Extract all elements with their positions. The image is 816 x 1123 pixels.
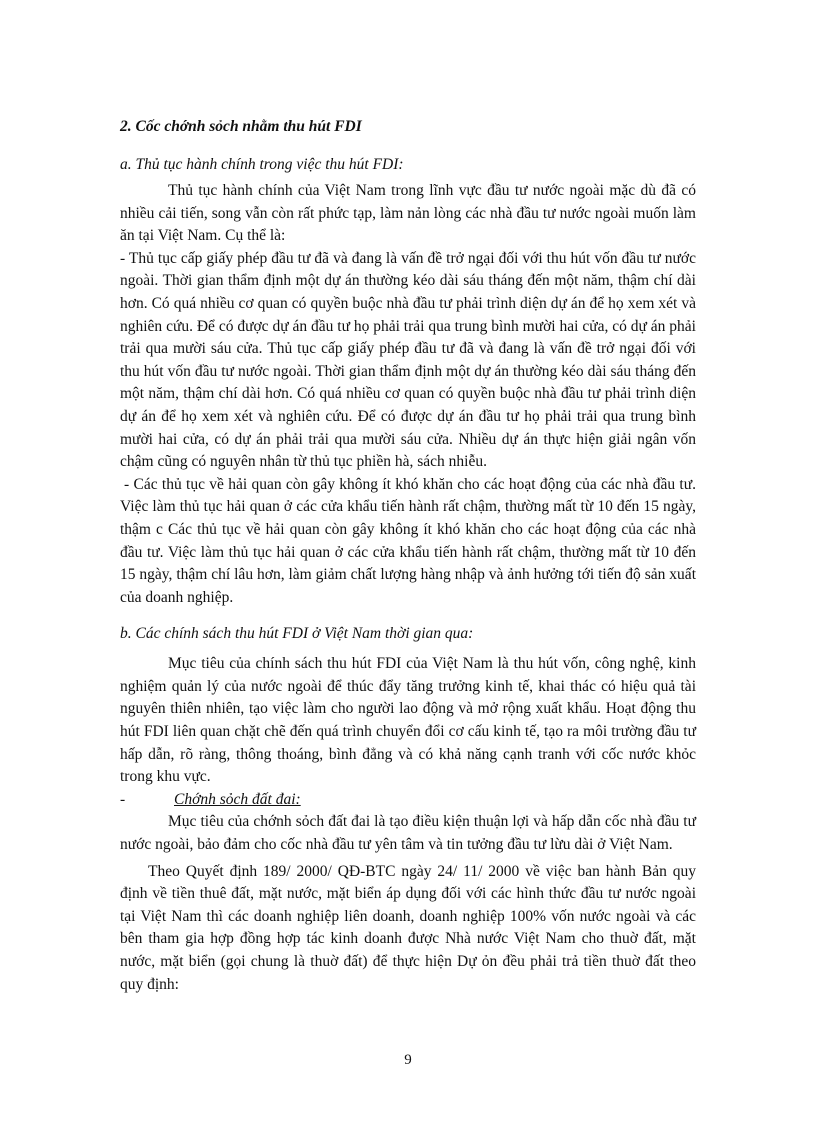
document-page (120, 118, 696, 996)
land-policy-paragraph-1: Mục tiêu của chớnh sỏch đất đai là tạo điều kiện thuận lợi và hấp dẫn cốc nhà đầu tư nước ngoài, bảo đảm cho cốc nhà đầu tư yên tâm và tin tưởng đầu tư lừu dài ở Việt Nam. (120, 813, 696, 854)
part-a-paragraph-3: - Các thủ tục về hải quan còn gây không ít khó khăn cho các hoạt động của các nhà đầu tư. Việc làm thủ tục hải quan ở các cửa khẩu tiến hành rất chậm, thường mất từ 10 đến 15 ngày, thậm c Các thủ tục về hải quan còn gây không ít khó khăn cho các hoạt động của các nhà đầu tư. Việc làm thủ tục hải quan ở các cửa khẩu tiến hành rất chậm, thường mất từ 10 đến 15 ngày, thậm chí lâu hơn, làm giảm chất lượng hàng nhập và ảnh hưởng tới tiến độ sản xuất của doanh nghiệp. (120, 475, 696, 606)
land-policy-title: Chớnh sỏch đất đai: (174, 790, 301, 808)
part-a-title: a. Thủ tục hành chính trong việc thu hút FDI: (120, 156, 404, 173)
land-policy-heading (120, 789, 696, 812)
part-b-intro: Mục tiêu của chính sách thu hút FDI của Việt Nam là thu hút vốn, công nghệ, kinh nghiệm quản lý của nước ngoài để thúc đẩy tăng trưởng kinh tế, khai thác có hiệu quả tài nguyên thiên nhiên, tạo việc làm cho người lao động và mở rộng xuất khẩu. Hoạt động thu hút FDI liên quan chặt chẽ đến quá trình chuyển đổi cơ cấu kinh tế, tạo ra môi trường đầu tư hấp dẫn, rõ ràng, thông thoáng, bình đẳng và có khả năng cạnh tranh với cốc nước khỏc trong khu vực. (120, 655, 696, 786)
section-title: 2. Cốc chớnh sỏch nhằm thu hút FDI (120, 118, 362, 135)
part-b-title: b. Các chính sách thu hút FDI ở Việt Nam thời gian qua: (120, 625, 474, 643)
part-a-paragraph-1: Thủ tục hành chính của Việt Nam trong lĩnh vực đầu tư nước ngoài mặc dù đã có nhiều cải tiến, song vẫn còn rất phức tạp, làm nản lòng các nhà đầu tư nước ngoài muốn làm ăn tại Việt Nam. Cụ thể là: (120, 182, 696, 245)
part-a-paragraph-2: - Thủ tục cấp giấy phép đầu tư đã và đang là vấn đề trở ngại đối với thu hút vốn đầu tư nước ngoài. Thời gian thẩm định một dự án thường kéo dài sáu tháng đến một năm, thậm chí dài hơn. Có quá nhiều cơ quan có quyền buộc nhà đầu tư phải trình diện dự án để họ xem xét và nghiên cứu. Để có được dự án đầu tư họ phải trải qua trung bình mười hai cửa, có dự án phải trải qua mười sáu cửa. Thủ tục cấp giấy phép đầu tư đã và đang là vấn đề trở ngại đối với thu hút vốn đầu tư nước ngoài. Thời gian thẩm định một dự án thường kéo dài sáu tháng đến một năm, thậm chí dài hơn. Có quá nhiều cơ quan có quyền buộc nhà đầu tư phải trình diện dự án để họ xem xét và nghiên cứu. Để có được dự án đầu tư họ phải trải qua trung bình mười hai cửa, có dự án phải trải qua mười sáu cửa. Nhiều dự án thực hiện giải ngân vốn chậm cũng có nguyên nhân từ thủ tục phiền hà, sách nhiễu. (120, 249, 696, 471)
dash-marker: - (120, 790, 126, 808)
page-number: 9 (404, 1052, 412, 1068)
land-policy-paragraph-2: Theo Quyết định 189/ 2000/ QĐ-BTC ngày 24/ 11/ 2000 về việc ban hành Bản quy định về tiền thuê đất, mặt nước, mặt biển áp dụng đối với các hình thức đầu tư nước ngoài tại Việt Nam thì các doanh nghiệp liên doanh, doanh nghiệp 100% vốn nước ngoài và các bên tham gia hợp đồng hợp tác kinh doanh được Nhà nước Việt Nam cho thuờ đất, mặt nước, mặt biển (gọi chung là thuờ đất) để thực hiện Dự ỏn đều phải trả tiền thuờ đất theo quy định: (120, 862, 696, 993)
